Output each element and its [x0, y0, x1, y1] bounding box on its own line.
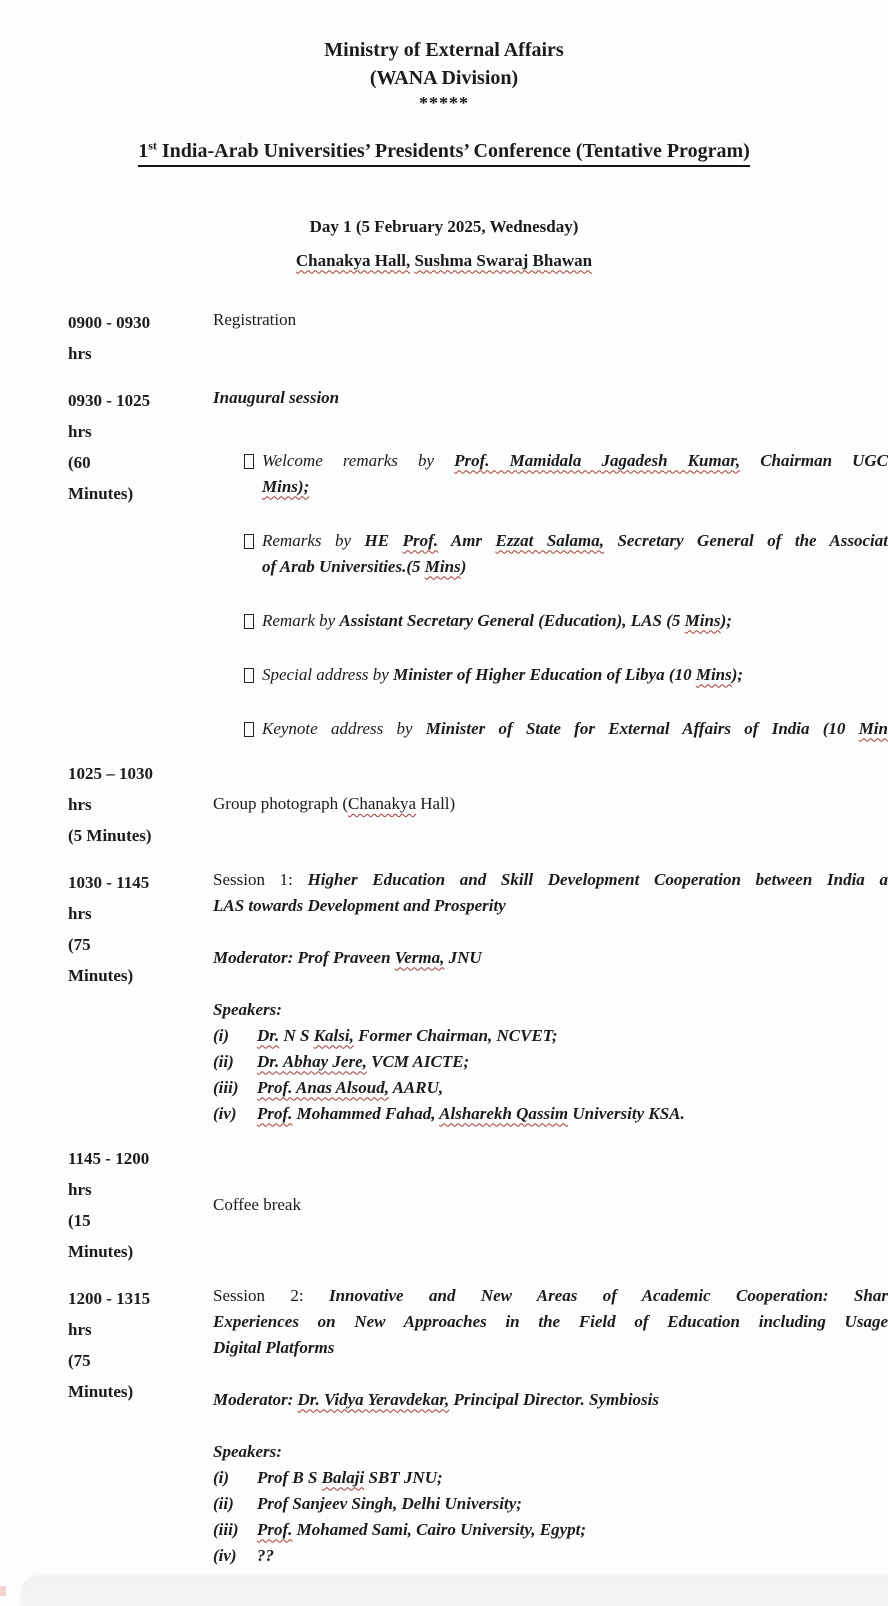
- text-segment: Chairman UGC: [740, 450, 888, 470]
- ministry-title: Ministry of External Affairs: [324, 39, 564, 61]
- text-segment: Session 2:: [213, 1285, 329, 1305]
- time-cell: [68, 758, 213, 851]
- text-block: [213, 385, 888, 411]
- text-segment: Mins);: [262, 476, 310, 496]
- text-line: [213, 1335, 888, 1361]
- speaker-number: (iii): [213, 1519, 239, 1539]
- time-cell: [68, 385, 213, 509]
- text-segment: AARU,: [388, 1077, 444, 1097]
- text-segment: Hall): [416, 794, 456, 814]
- text-line: [213, 474, 888, 500]
- title-rest: India-Arab Universities’ Presidents’ Conference (Tentative Program): [156, 139, 750, 162]
- text-line: [213, 1283, 888, 1309]
- time-text: 1030 - 1145: [68, 872, 150, 892]
- speakers-label: [213, 1439, 888, 1465]
- speakers-block: [213, 1439, 888, 1569]
- title-number: 1: [138, 139, 149, 162]
- schedule-row: [68, 307, 888, 369]
- text-segment: Innovative and New Areas of Academic Cooperation: Shar: [328, 1285, 888, 1305]
- text-segment: );: [720, 610, 732, 630]
- text-line: [213, 608, 888, 634]
- time-text: hrs: [68, 1179, 92, 1199]
- schedule-row: [68, 867, 888, 1127]
- text-segment: Digital Platforms: [213, 1337, 335, 1357]
- time-text: Minutes): [68, 1381, 134, 1401]
- time-text: hrs: [68, 903, 92, 923]
- speaker-item: [213, 1023, 888, 1049]
- speaker-item: [213, 1049, 888, 1075]
- bullet-block: [213, 716, 888, 742]
- speaker-number: (i): [213, 1025, 230, 1045]
- text-segment: Dr. Vidya Yeravdekar,: [297, 1389, 450, 1409]
- speaker-item: [213, 1543, 888, 1569]
- missing-glyph-icon: [244, 668, 254, 683]
- speaker-item: [213, 1075, 888, 1101]
- text-block: [213, 1192, 888, 1218]
- speaker-number: (iv): [213, 1103, 237, 1123]
- text-segment: Minister of State for External Affairs of India (10: [425, 718, 859, 738]
- time-text: 1200 - 1315: [68, 1288, 151, 1308]
- text-segment: Kalsi,: [313, 1025, 354, 1045]
- day-heading: Day 1 (5 February 2025, Wednesday): [309, 216, 579, 236]
- text-segment: JNU: [444, 947, 482, 967]
- text-segment: Principal Director. Symbiosis: [449, 1389, 659, 1409]
- text-segment: Group photograph (: [213, 794, 349, 814]
- text-segment: Mins: [424, 556, 461, 576]
- text-line: [213, 528, 888, 554]
- speaker-item: [213, 1517, 888, 1543]
- bottom-panel-edge: [22, 1578, 888, 1606]
- time-text: (5 Minutes): [68, 825, 152, 845]
- text-segment: Chanakya Hall,: [295, 250, 411, 270]
- text-segment: Moderator:: [213, 1389, 298, 1409]
- text-segment: Remarks by: [262, 530, 365, 550]
- text-segment: Session 1:: [213, 869, 308, 889]
- speaker-number: (ii): [213, 1493, 234, 1513]
- text-segment: Balaji: [321, 1467, 365, 1487]
- text-segment: Assistant Secretary General (Education), LAS (5: [339, 610, 685, 630]
- missing-glyph-icon: [244, 722, 254, 737]
- bullet-block: [213, 448, 888, 500]
- text-segment: Moderator: Prof Praveen: [213, 947, 395, 967]
- bullet-block: [213, 662, 888, 688]
- text-line: [213, 307, 888, 333]
- conference-title: [0, 130, 888, 166]
- time-text: 0930 - 1025: [68, 390, 151, 410]
- schedule-row: [68, 385, 888, 742]
- content-cell: [213, 791, 888, 817]
- time-text: (75: [68, 934, 91, 954]
- text-line: [213, 945, 888, 971]
- time-cell: [68, 1283, 213, 1407]
- text-line: [213, 791, 888, 817]
- content-cell: [213, 867, 888, 1127]
- text-segment: Ezzat Salama,: [495, 530, 604, 550]
- conference-title-text: [138, 140, 750, 167]
- time-text: Minutes): [68, 965, 134, 985]
- missing-glyph-icon: [244, 614, 254, 629]
- text-segment: of Arab Universities.(5: [262, 556, 425, 576]
- bottom-left-artifact: [0, 1586, 6, 1596]
- text-block: [213, 945, 888, 971]
- speaker-item: [213, 1491, 888, 1517]
- text-segment: Dr. Abhay Jere,: [257, 1051, 367, 1071]
- text-segment: Sushma Swaraj Bhawan: [414, 250, 593, 270]
- text-line: [213, 448, 888, 474]
- text-segment: Special address by: [262, 664, 394, 684]
- text-segment: Prof.: [257, 1519, 293, 1539]
- text-line: [213, 385, 888, 411]
- text-segment: ): [460, 556, 467, 576]
- text-block: [213, 307, 888, 333]
- schedule-row: [68, 758, 888, 851]
- speakers-label: [213, 997, 888, 1023]
- time-text: (60: [68, 452, 91, 472]
- content-cell: [213, 1192, 888, 1218]
- speaker-number: (iv): [213, 1545, 237, 1565]
- speaker-number: (ii): [213, 1051, 234, 1071]
- text-line: [213, 1309, 888, 1335]
- text-segment: Welcome remarks by: [262, 450, 455, 470]
- text-segment: Secretary General of the Associat: [603, 530, 888, 550]
- text-segment: Mins: [684, 610, 721, 630]
- text-segment: );: [731, 664, 744, 684]
- time-text: hrs: [68, 343, 92, 363]
- text-segment: N S: [279, 1025, 314, 1045]
- text-segment: VCM AICTE;: [366, 1051, 470, 1071]
- text-segment: Min: [858, 718, 888, 738]
- text-segment: Coffee break: [213, 1194, 301, 1214]
- day-heading-block: [0, 210, 888, 278]
- document-header: [0, 0, 888, 278]
- text-segment: Speakers:: [213, 999, 282, 1019]
- venue: [0, 244, 888, 278]
- text-line: [213, 554, 888, 580]
- text-segment: Minister of Higher Education of Libya (10: [393, 664, 696, 684]
- time-text: hrs: [68, 1319, 92, 1339]
- text-segment: SBT JNU;: [364, 1467, 443, 1487]
- text-segment: Remark by: [262, 610, 340, 630]
- title-ordinal: st: [148, 138, 157, 152]
- time-text: Minutes): [68, 483, 134, 503]
- text-line: [213, 867, 888, 893]
- text-segment: Prof Sanjeev Singh, Delhi University;: [257, 1493, 522, 1513]
- time-text: 1025 – 1030: [68, 763, 153, 783]
- text-segment: Registration: [213, 309, 297, 329]
- time-text: 0900 - 0930: [68, 312, 151, 332]
- text-segment: Former Chairman, NCVET;: [353, 1025, 558, 1045]
- speaker-number: (i): [213, 1467, 230, 1487]
- separator-stars: *****: [419, 93, 469, 113]
- text-segment: Higher Education and Skill Development Cooperation between India a: [307, 869, 888, 889]
- division-title: (WANA Division): [369, 67, 519, 89]
- time-text: (15: [68, 1210, 91, 1230]
- text-segment: Dr.: [257, 1025, 280, 1045]
- schedule-row: [68, 1283, 888, 1569]
- content-cell: [213, 307, 888, 333]
- text-segment: University KSA.: [568, 1103, 685, 1123]
- missing-glyph-icon: [244, 534, 254, 549]
- time-cell: [68, 1143, 213, 1267]
- text-segment: ??: [257, 1545, 274, 1565]
- content-cell: [213, 1283, 888, 1569]
- text-segment: Prof.: [257, 1103, 293, 1123]
- text-segment: Amr: [438, 530, 496, 550]
- text-segment: Prof B S: [257, 1467, 322, 1487]
- text-segment: Keynote address by: [262, 718, 426, 738]
- content-cell: [213, 385, 888, 742]
- speaker-item: [213, 1101, 888, 1127]
- schedule-row: [68, 1143, 888, 1267]
- text-segment: Speakers:: [213, 1441, 282, 1461]
- text-segment: Mohammed Fahad,: [292, 1103, 440, 1123]
- speaker-item: [213, 1465, 888, 1491]
- text-segment: HE: [364, 530, 403, 550]
- time-text: hrs: [68, 794, 92, 814]
- text-line: [213, 1192, 888, 1218]
- speakers-block: [213, 997, 888, 1127]
- time-text: 1145 - 1200: [68, 1148, 150, 1168]
- text-block: [213, 791, 888, 817]
- time-text: hrs: [68, 421, 92, 441]
- text-segment: Experiences on New Approaches in the Field of Education including Usage: [213, 1311, 888, 1331]
- text-segment: Alsharekh Qassim: [439, 1103, 569, 1123]
- speaker-number: (iii): [213, 1077, 239, 1097]
- time-text: Minutes): [68, 1241, 134, 1261]
- missing-glyph-icon: [244, 454, 254, 469]
- bullet-block: [213, 528, 888, 580]
- text-block: [213, 1387, 888, 1413]
- text-segment: Inaugural session: [213, 387, 340, 407]
- time-text: (75: [68, 1350, 91, 1370]
- text-block: [213, 1283, 888, 1361]
- text-segment: Mohamed Sami, Cairo University, Egypt;: [292, 1519, 586, 1539]
- text-line: [213, 716, 888, 742]
- text-segment: Chanakya: [348, 794, 417, 814]
- text-segment: Mins: [695, 664, 732, 684]
- time-cell: [68, 307, 213, 369]
- bullet-block: [213, 608, 888, 634]
- text-line: [213, 662, 888, 688]
- text-segment: Prof.: [402, 530, 438, 550]
- text-segment: LAS towards Development and Prosperity: [213, 895, 506, 915]
- text-segment: Prof. Anas Alsoud,: [257, 1077, 389, 1097]
- text-segment: Verma,: [394, 947, 445, 967]
- time-cell: [68, 867, 213, 991]
- text-line: [213, 893, 888, 919]
- text-block: [213, 867, 888, 919]
- text-line: [213, 1387, 888, 1413]
- text-segment: Prof. Mamidala Jagadesh Kumar,: [454, 450, 741, 470]
- schedule: [0, 307, 888, 1569]
